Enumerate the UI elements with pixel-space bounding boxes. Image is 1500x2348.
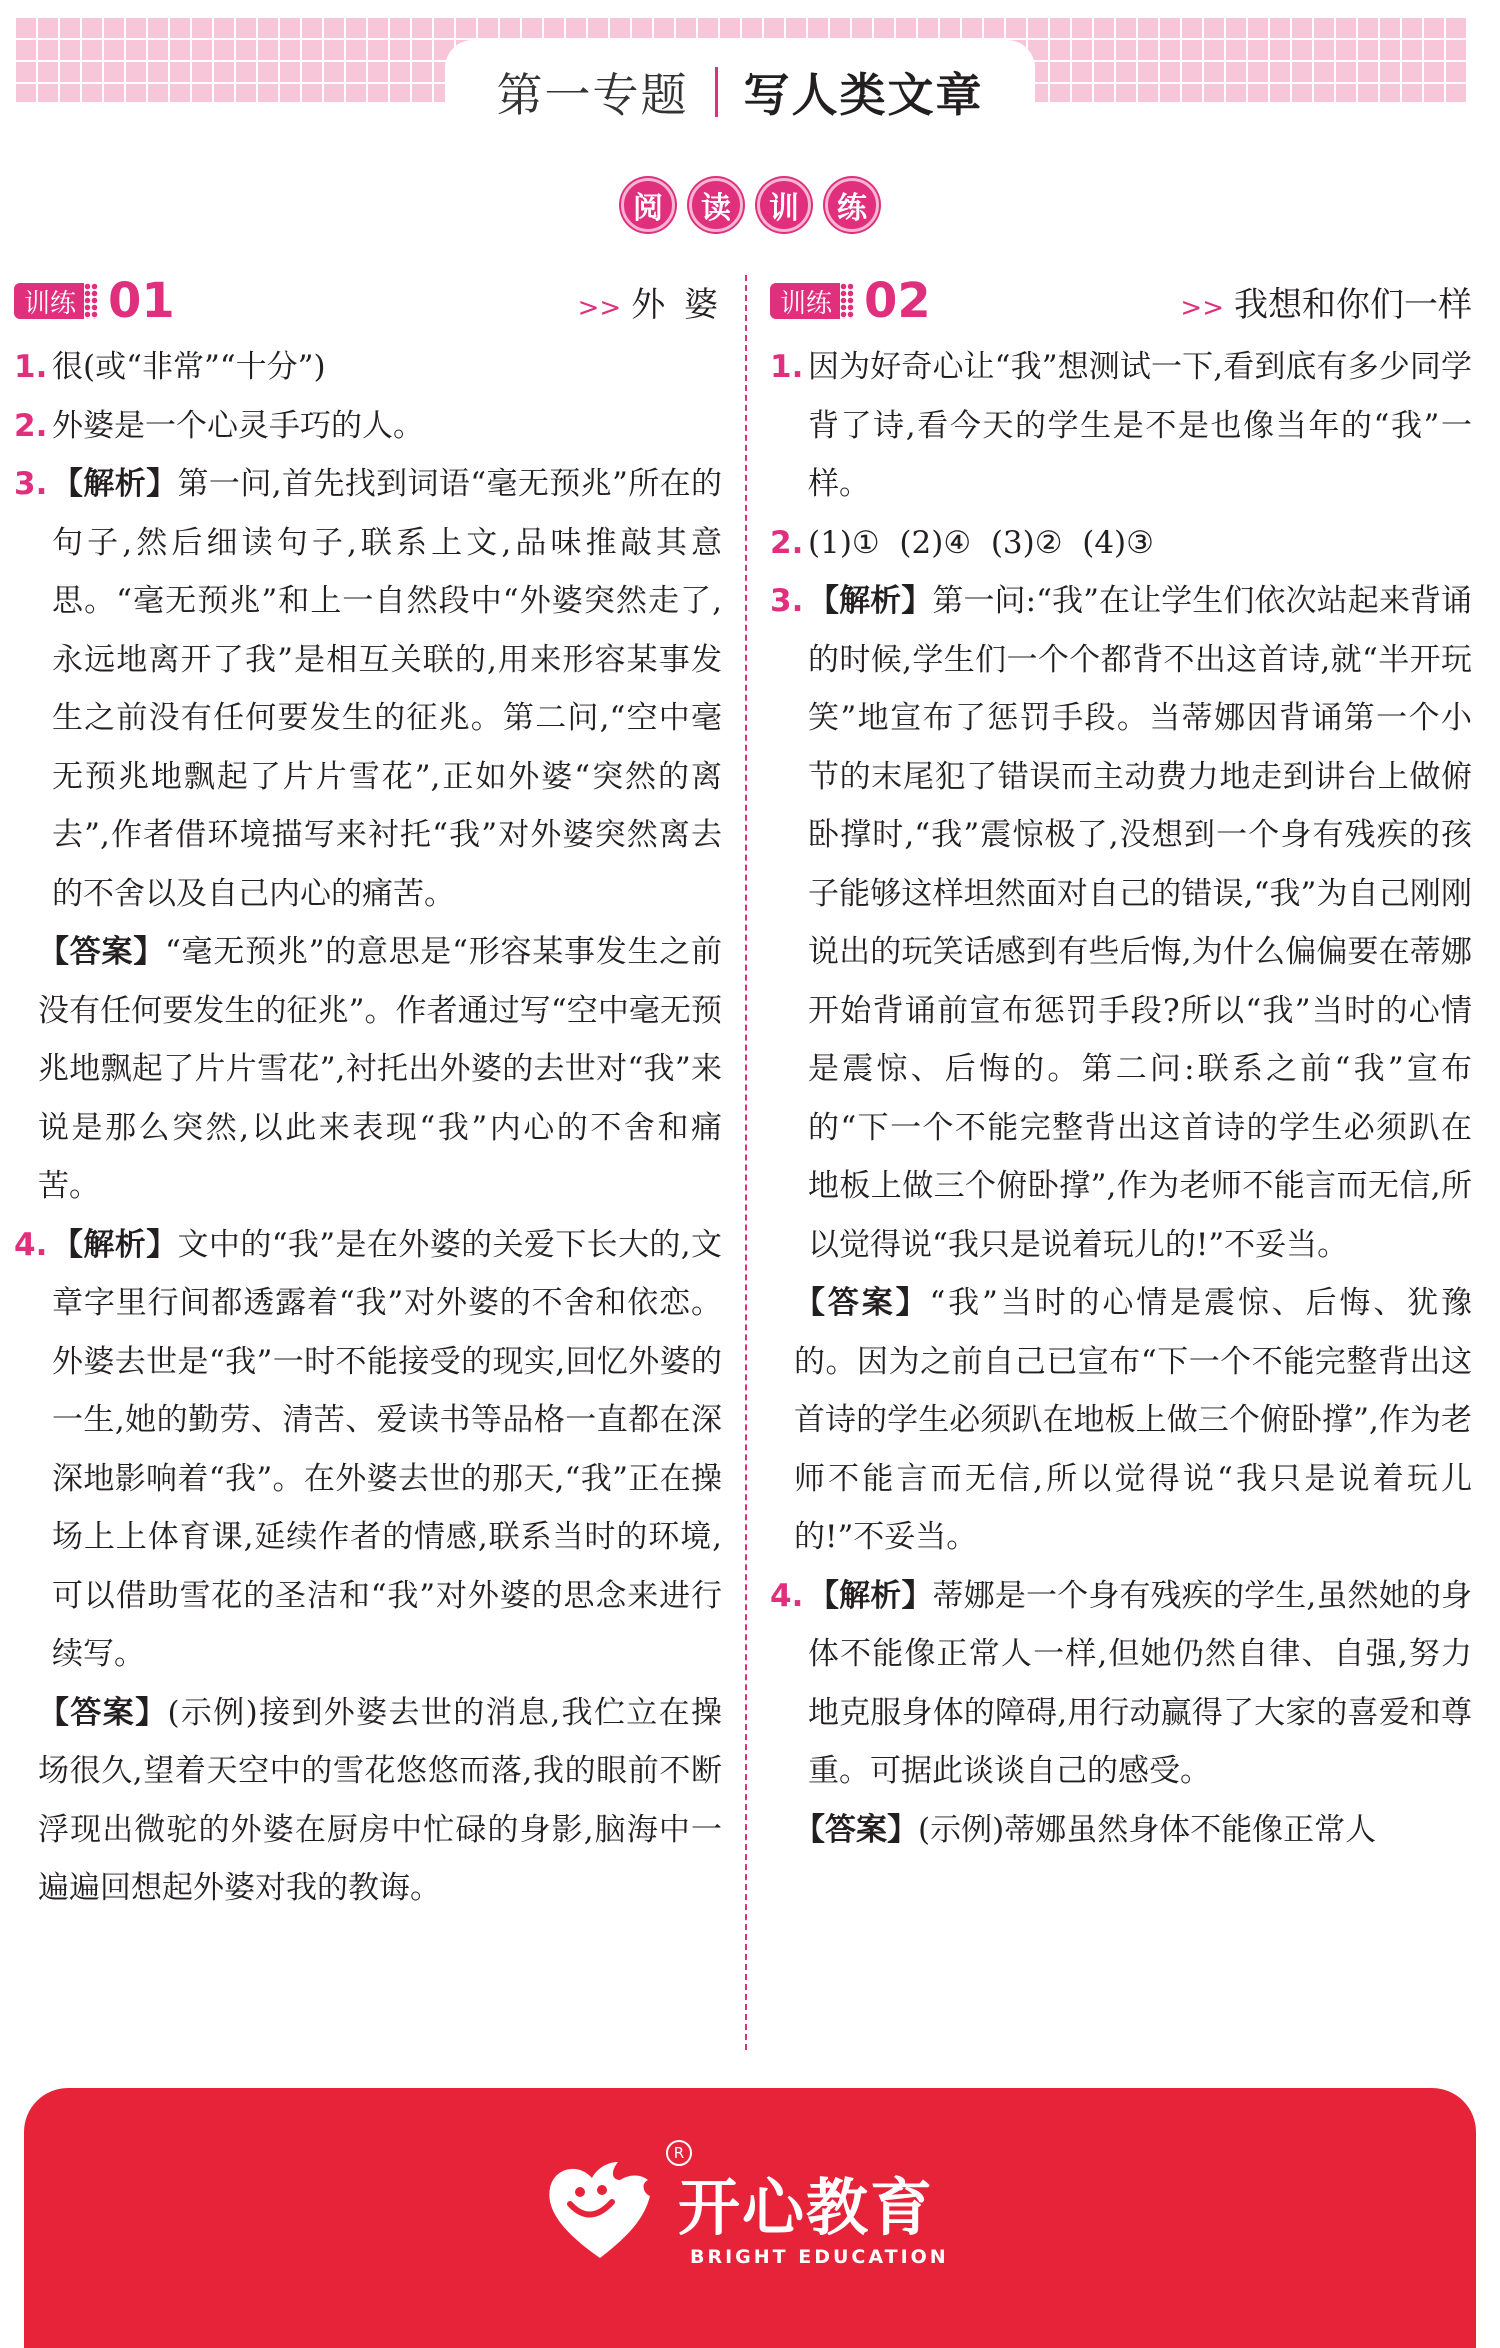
answer-item	[770, 514, 1472, 573]
answer-text: 因为好奇心让“我”想测试一下,看到底有多少同学背了诗,看今天的学生是不是也像当年的“我”一样。	[808, 349, 1472, 502]
dots-decoration	[84, 283, 98, 319]
answer-text: 外婆是一个心灵手巧的人。	[52, 407, 424, 444]
answer-paragraph	[38, 923, 722, 1216]
lesson-title	[1180, 277, 1472, 326]
item-number: 4.	[14, 1226, 48, 1263]
answer-paragraph	[38, 1684, 722, 1918]
answer-tag: 【答案】	[38, 934, 165, 970]
answer-tag: 【答案】	[794, 1811, 918, 1848]
answer-text: “我”当时的心情是震惊、后悔、犹豫的。因为之前自己已宣布“下一个不能完整背出这首诗的学生必须趴在地板上做三个俯卧撑”,作为老师不能言而无信,所以觉得说“我只是说着玩儿的!”不妥当。	[794, 1285, 1473, 1555]
answer-text: “毫无预兆”的意思是“形容某事发生之前没有任何要发生的征兆”。作者通过写“空中毫无预兆地飘起了片片雪花”,衬托出外婆的去世对“我”来说是那么突然,以此来表现“我”内心的不舍和痛苦。	[38, 934, 723, 1204]
item-number: 2.	[770, 524, 804, 561]
answer-item	[770, 572, 1472, 1567]
lesson-title-text: 我想和你们一样	[1234, 284, 1472, 325]
brand-name-en: BRIGHT EDUCATION	[690, 2246, 949, 2268]
dots-decoration	[840, 283, 854, 319]
analysis-paragraph	[52, 1216, 722, 1684]
analysis-text: 蒂娜是一个身有残疾的学生,虽然她的身体不能像正常人一样,但她仍然自律、自强,努力地克服身体的障碍,用行动赢得了大家的喜爱和尊重。可据此谈谈自己的感受。	[808, 1577, 1473, 1789]
exercise-01-column	[14, 270, 722, 1918]
lesson-tag: 训练	[770, 283, 840, 319]
double-arrow-icon: >>	[1180, 292, 1224, 323]
answer-item	[14, 455, 722, 1216]
lesson-title-text: 外 婆	[631, 284, 722, 325]
analysis-tag: 【解析】	[808, 583, 933, 619]
brand-name: 开心教育	[678, 2171, 935, 2244]
answer-item	[14, 1216, 722, 1918]
answer-paragraph	[794, 1274, 1472, 1567]
answer-item	[770, 338, 1472, 514]
answer-item	[770, 1567, 1472, 1860]
brand-logo	[540, 2144, 980, 2300]
analysis-tag: 【解析】	[808, 1577, 933, 1614]
analysis-text: 文中的“我”是在外婆的关爱下长大的,文章字里行间都透露着“我”对外婆的不舍和依恋。外婆去世是“我”一时不能接受的现实,回忆外婆的一生,她的勤劳、清苦、爱读书等品格一直都在深深地影响着“我”。在外婆去世的那天,“我”正在操场上上体育课,延续作者的情感,联系当时的环境,可以借助雪花的圣洁和“我”对外婆的思念来进行续写。	[52, 1226, 722, 1672]
answer-text: (1)① (2)④ (3)② (4)③	[808, 524, 1154, 561]
analysis-text: 第一问:“我”在让学生们依次站起来背诵的时候,学生们一个个都背不出这首诗,就“半开玩笑”地宣布了惩罚手段。当蒂娜因背诵第一个小节的末尾犯了错误而主动费力地走到讲台上做俯卧撑时,“我”震惊极了,没想到一个身有残疾的孩子能够这样坦然面对自己的错误,“我”为自己刚刚说出的玩笑话感到有些后悔,为什么偏偏要在蒂娜开始背诵前宣布惩罚手段?所以“我”当时的心情是震惊、后悔的。第二问:联系之前“我”宣布的“下一个不能完整背出这首诗的学生必须趴在地板上做三个俯卧撑”,作为老师不能言而无信,所以觉得说“我只是说着玩儿的!”不妥当。	[808, 583, 1473, 1263]
analysis-tag: 【解析】	[52, 1226, 178, 1263]
double-arrow-icon: >>	[577, 292, 622, 323]
item-number: 3.	[14, 466, 48, 502]
item-number: 1.	[770, 349, 804, 385]
answer-item	[14, 397, 722, 456]
badge-char: 练	[825, 178, 879, 232]
lesson-number: 01	[108, 273, 175, 329]
section-badge	[0, 178, 1500, 232]
badge-char: 读	[689, 178, 743, 232]
lesson-header	[14, 270, 722, 332]
heart-logo-icon	[540, 2150, 660, 2270]
lesson-title	[578, 277, 722, 326]
answer-paragraph	[794, 1801, 1472, 1860]
header-separator	[715, 67, 718, 117]
badge-char: 训	[757, 178, 811, 232]
category-label: 写人类文章	[743, 68, 984, 122]
answer-tag: 【答案】	[38, 1694, 168, 1731]
analysis-paragraph	[808, 1567, 1472, 1801]
answer-text: (示例)蒂娜虽然身体不能像正常人	[918, 1811, 1377, 1848]
analysis-paragraph	[52, 455, 722, 923]
answer-tag: 【答案】	[794, 1285, 930, 1321]
exercise-02-column	[770, 270, 1472, 1859]
topic-label: 第一专题	[496, 68, 689, 122]
item-number: 3.	[770, 583, 804, 619]
item-number: 4.	[770, 1577, 804, 1614]
lesson-number: 02	[864, 273, 931, 329]
item-number: 1.	[14, 349, 48, 385]
lesson-tag: 训练	[14, 283, 84, 319]
answer-item	[14, 338, 722, 397]
analysis-paragraph	[808, 572, 1472, 1274]
analysis-tag: 【解析】	[52, 466, 178, 502]
badge-char: 阅	[621, 178, 675, 232]
answer-text: 很(或“非常”“十分”)	[52, 349, 326, 385]
column-divider	[745, 275, 747, 2050]
item-number: 2.	[14, 407, 48, 444]
registered-mark: R	[666, 2140, 692, 2166]
lesson-header	[770, 270, 1472, 332]
header-title	[445, 52, 1035, 132]
analysis-text: 第一问,首先找到词语“毫无预兆”所在的句子,然后细读句子,联系上文,品味推敲其意思。“毫无预兆”和上一自然段中“外婆突然走了,永远地离开了我”是相互关联的,用来形容某事发生之前没有任何要发生的征兆。第二问,“空中毫无预兆地飘起了片片雪花”,正如外婆“突然的离去”,作者借环境描写来衬托“我”对外婆突然离去的不舍以及自己内心的痛苦。	[52, 466, 722, 912]
answer-text: (示例)接到外婆去世的消息,我伫立在操场很久,望着天空中的雪花悠悠而落,我的眼前不断浮现出微驼的外婆在厨房中忙碌的身影,脑海中一遍遍回想起外婆对我的教诲。	[38, 1694, 723, 1906]
